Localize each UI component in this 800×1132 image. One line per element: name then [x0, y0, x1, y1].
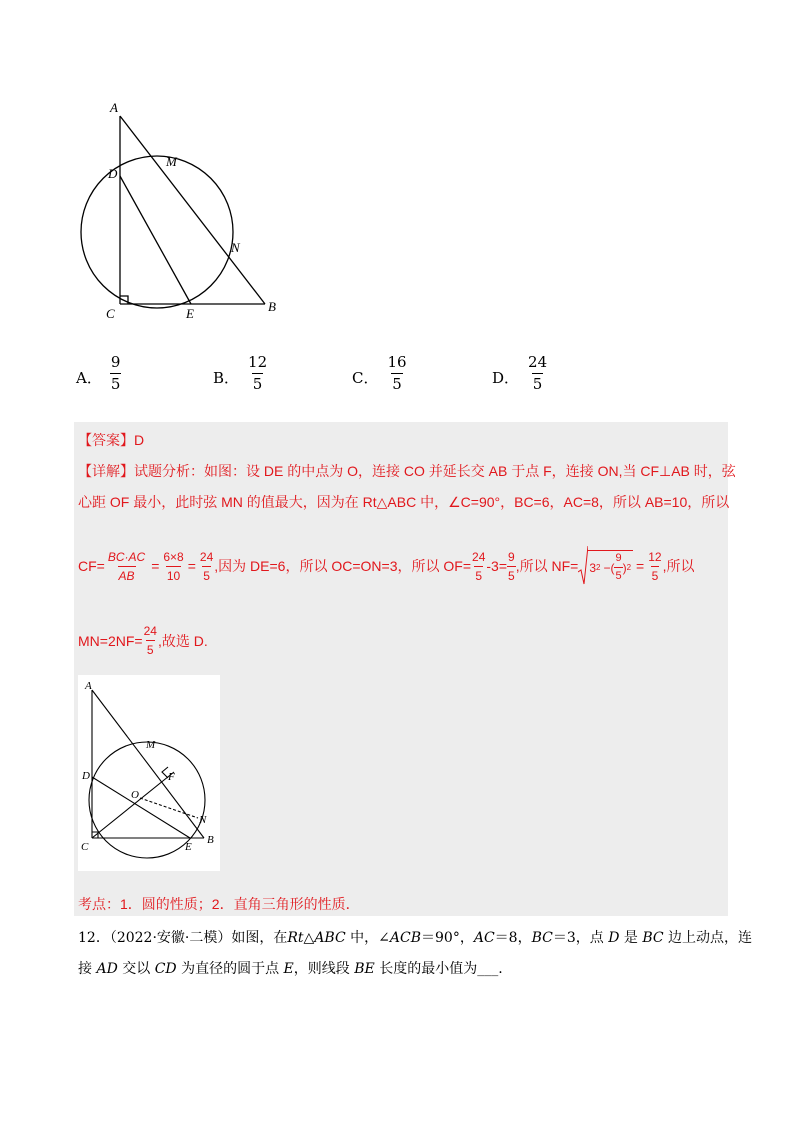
sqrt-expression: 3 2 −( $\frac{9}{5}$ ) 2 [578, 546, 633, 586]
question-12-line-1: 12．（2022·安徽·二模）如图，在Rt△ABC 中，∠ACB＝90°，AC＝8，BC＝3，点 D 是 BC 边上动点，连 [78, 930, 753, 946]
segment-ON-2 [140, 798, 198, 818]
option-d-fraction: $\frac{24}{5}$ [528, 353, 548, 393]
label-E: E [186, 306, 194, 321]
segment-AB-2 [92, 690, 204, 838]
label-D-2: D [82, 770, 90, 782]
fraction-cf-value: $\frac{24}{5}$ [199, 549, 214, 583]
option-d: D． $\frac{24}{5}$ [492, 353, 548, 393]
label-A: A [110, 100, 118, 115]
label-E-2: E [185, 841, 192, 853]
answer-label: 【答案】D [78, 432, 145, 448]
geometry-figure-1 [70, 95, 300, 325]
detail-line-2: 心距 OF 最小，此时弦 MN 的值最大，因为在 Rt△ABC 中，∠C=90°，BC=6，AC=8，所以 AB=10，所以 [78, 494, 730, 510]
label-M: M [166, 154, 177, 169]
fraction-of-value: $\frac{9}{5}$ [508, 549, 515, 583]
answer-blank[interactable]: ___ [477, 961, 499, 977]
kaodian-text: 考点：1．圆的性质；2．直角三角形的性质． [78, 896, 360, 912]
option-a-fraction: $\frac{9}{5}$ [110, 353, 121, 393]
detail-line-3: CF= $\frac{BC\cdot AC}{AB}$ = $\frac{6\times 8}{10}$ = $\frac{24}{5}$ ,因为 DE=6，所以 OC=ON=3，所以 OF= $\frac{24}{5}$ -3= $\frac{9}{5}$ ,所以 NF= 3 2 −( $\frac{9}{5}$ ) 2 = $\frac{12}{5}$ ,所以 [78, 546, 694, 586]
question-12-line-2: 接 AD 交以 CD 为直径的圆于点 E，则线段 BE 长度的最小值为___. [78, 961, 503, 977]
label-M-2: M [146, 739, 156, 751]
label-N: N [231, 240, 240, 255]
fraction-6x8-10: $\frac{6\times 8}{10}$ [163, 549, 184, 583]
segment-DE-2 [92, 777, 190, 838]
fraction-nf-value: $\frac{12}{5}$ [648, 549, 662, 583]
label-C: C [106, 306, 115, 321]
option-b: B． $\frac{12}{5}$ [213, 353, 268, 393]
label-D: D [108, 166, 118, 181]
option-a: A． $\frac{9}{5}$ [76, 353, 121, 393]
detail-line-1: 【详解】试题分析：如图：设 DE 的中点为 O，连接 CO 并延长交 AB 于点 F，连接 ON,当 CF⊥AB 时，弦 [78, 463, 736, 479]
option-c-fraction: $\frac{16}{5}$ [387, 353, 407, 393]
label-A-2: A [85, 680, 92, 692]
option-c: C． $\frac{16}{5}$ [352, 353, 407, 393]
detail-line-4: MN=2NF= $\frac{24}{5}$ ,故选 D. [78, 624, 208, 657]
label-B-2: B [207, 834, 214, 846]
label-F-2: F [168, 771, 175, 783]
option-b-fraction: $\frac{12}{5}$ [248, 353, 268, 393]
label-O-2: O [131, 789, 139, 801]
fraction-of-24-5: $\frac{24}{5}$ [472, 549, 486, 583]
label-N-2: N [199, 814, 207, 826]
fraction-mn-value: $\frac{24}{5}$ [143, 624, 157, 657]
geometry-figure-2 [78, 675, 220, 871]
label-C-2: C [81, 841, 89, 853]
label-B: B [268, 299, 276, 314]
segment-AB [120, 116, 265, 304]
fraction-bcac-ab: $\frac{BC\cdot AC}{AB}$ [107, 549, 146, 583]
